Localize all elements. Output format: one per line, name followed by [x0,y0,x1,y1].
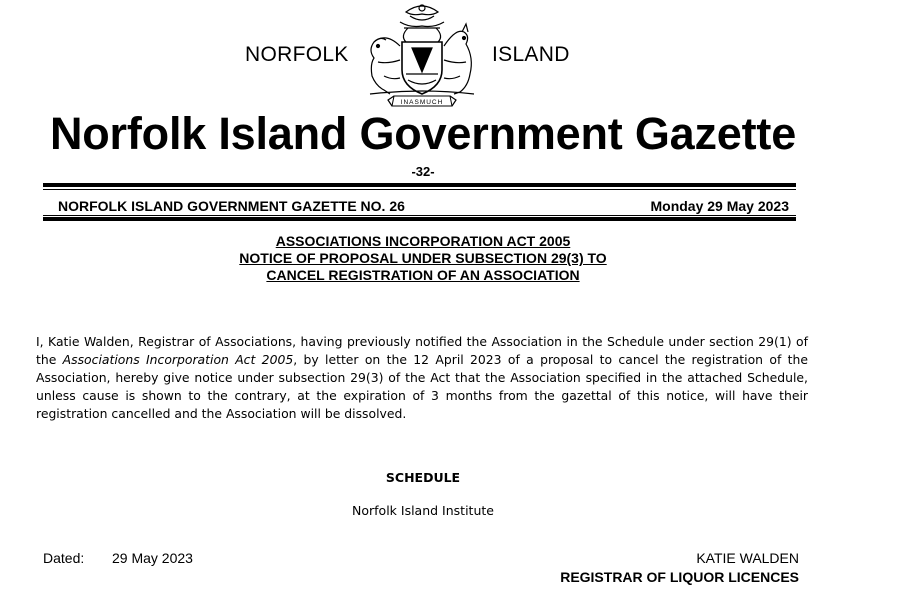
bottom-rule-thin [43,215,796,216]
gazette-title: Norfolk Island Government Gazette [49,108,797,159]
notice-act-name: Associations Incorporation Act 2005 [62,352,294,367]
signatory-name: KATIE WALDEN [696,550,799,566]
notice-paragraph [36,333,808,423]
page-number: -32- [411,164,435,179]
dated-label: Dated: [43,550,85,566]
notice-text-part-2: , by letter on the 12 April 2023 of a proposal to cancel the registration of the Association, hereby give notice under subsection 29(3) of the Act that the Association specified in the attached Schedule, unless cause is shown to the contrary, at the expiration of 3 months from the gazettal of this notice, will have their registration cancelled and the Association will be dissolved. [36,352,808,421]
schedule-heading: SCHEDULE [385,470,461,485]
notice-title-line-2: NOTICE OF PROPOSAL UNDER SUBSECTION 29(3) TO [239,250,607,266]
top-rule-thick [43,183,796,187]
masthead-left-word: NORFOLK [245,43,349,66]
gazette-number: NORFOLK ISLAND GOVERNMENT GAZETTE NO. 26 [58,198,405,214]
notice-title-line-3: CANCEL REGISTRATION OF AN ASSOCIATION [266,267,580,283]
signatory-title: REGISTRAR OF LIQUOR LICENCES [560,569,799,585]
schedule-item: Norfolk Island Institute [352,503,494,518]
top-rule-thin [43,189,796,190]
bottom-rule-thick [43,217,796,221]
coat-of-arms-crest [360,2,484,108]
dated-value: 29 May 2023 [112,550,193,566]
crest-motto: INASMUCH [400,99,444,106]
notice-title [0,233,846,284]
notice-text-part-1: I, Katie Walden, Registrar of Associations, having previously notified the Association in the Schedule under section 29(1) of the [36,334,808,367]
issue-date: Monday 29 May 2023 [650,198,789,214]
masthead-right-word: ISLAND [492,43,570,66]
notice-title-line-1: ASSOCIATIONS INCORPORATION ACT 2005 [275,233,571,249]
